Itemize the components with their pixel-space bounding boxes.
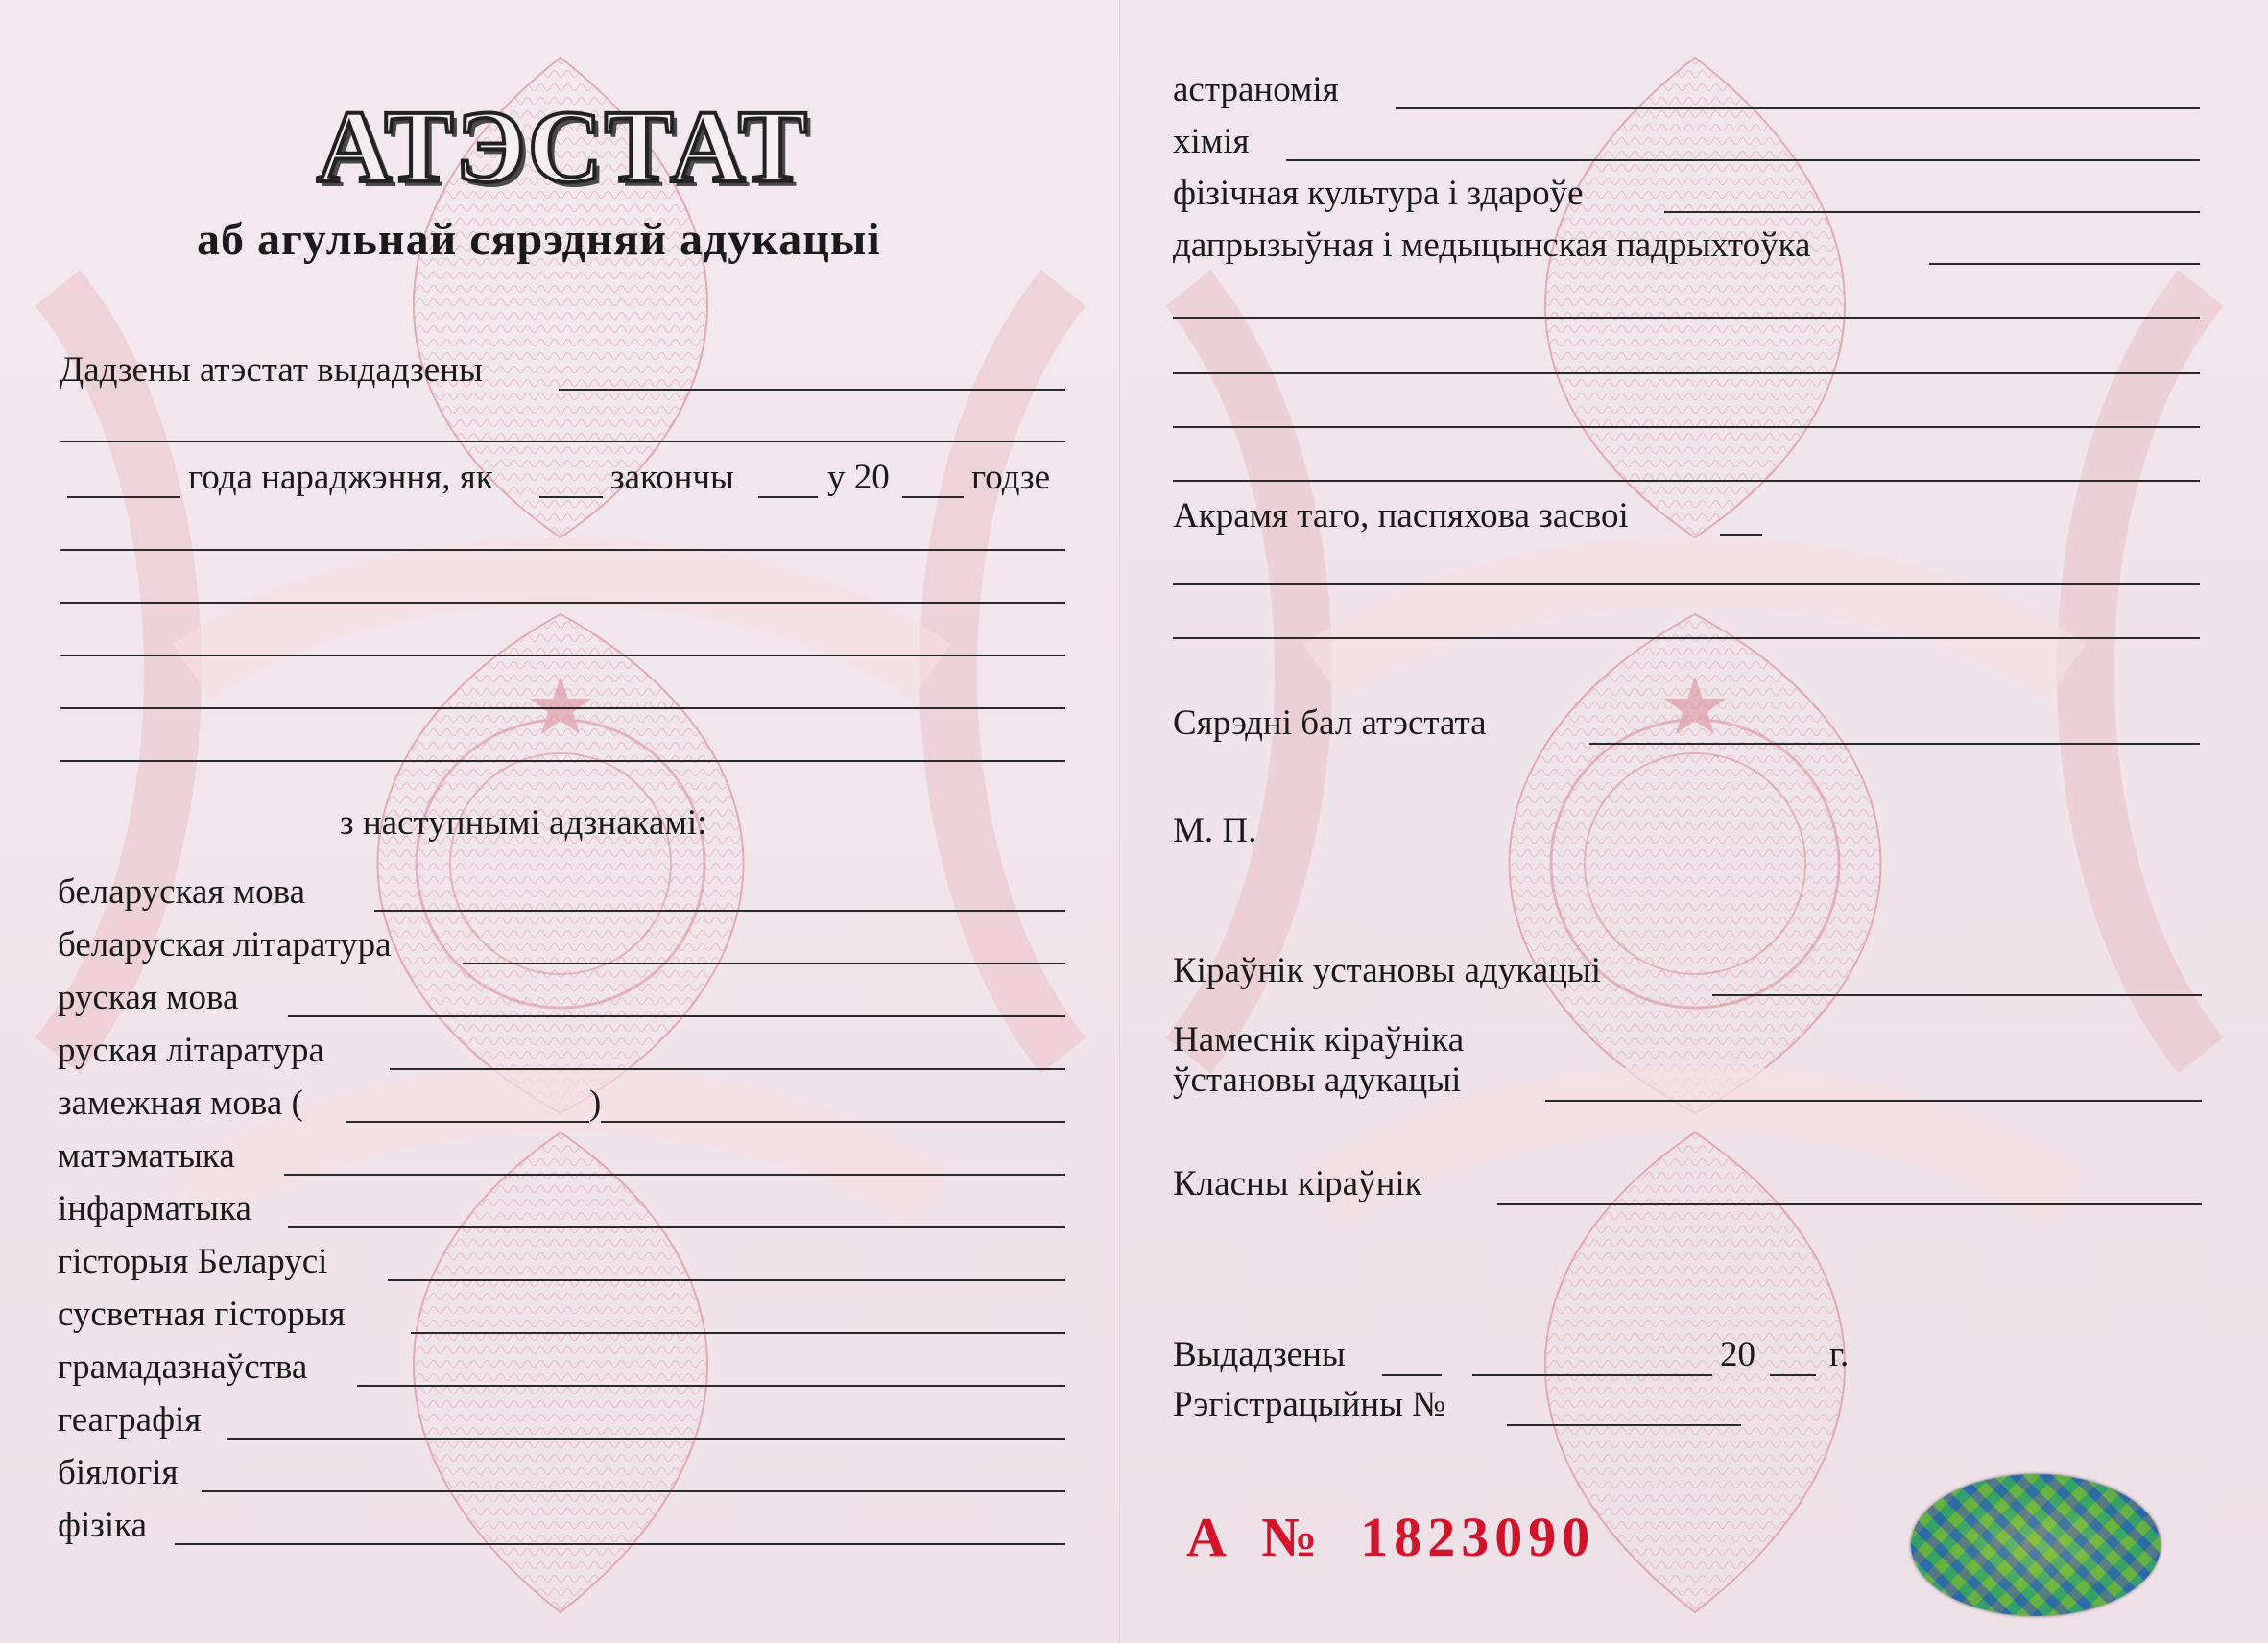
grade-line [288, 1226, 1065, 1228]
document-title: АТЭСТАТ [317, 90, 809, 204]
school-field-line-3 [60, 655, 1065, 656]
grade-line [390, 1068, 1065, 1070]
issued-to-label: Дадзены атэстат выдадзены [60, 350, 483, 390]
issued-year-field [1770, 1374, 1816, 1376]
document-subtitle: аб агульнай сярэдняй адукацыі [197, 214, 881, 265]
additionally-label: Акрамя таго, паспяхова засвоі [1173, 496, 1629, 536]
issued-year-suffix: г. [1829, 1335, 1850, 1374]
year-word-label: годзе [971, 458, 1051, 497]
serial-number-value: 1823090 [1360, 1506, 1596, 1568]
foreign-language-name-field [346, 1121, 589, 1123]
school-field-line-1 [60, 549, 1065, 551]
subject-chemistry: хімія [1173, 122, 1250, 161]
subject-physical-education: фізічная культура і здароўе [1173, 174, 1584, 213]
birth-year-field [67, 496, 180, 498]
grade-line [1929, 263, 2200, 265]
left-page [0, 0, 1121, 1643]
subject-biology: біялогія [58, 1453, 179, 1492]
issued-year-prefix: 20 [1720, 1335, 1755, 1374]
grade-line [1286, 159, 2200, 161]
grade-line [601, 1121, 1065, 1123]
subject-physics: фізіка [58, 1506, 147, 1545]
subject-astronomy: астраномія [1173, 70, 1339, 109]
grade-line [175, 1543, 1065, 1545]
additionally-suffix-field [1720, 534, 1762, 536]
issued-day-field [1382, 1374, 1442, 1376]
birth-year-label: года нараджэння, як [188, 458, 493, 497]
extra-line-4 [1173, 480, 2200, 482]
finished-suffix-field [758, 496, 818, 498]
average-score-label: Сярэдні бал атэстата [1173, 703, 1487, 743]
subject-russian-literature: руская літаратура [58, 1031, 324, 1070]
additionally-line-1 [1173, 583, 2200, 585]
serial-series: А [1186, 1506, 1232, 1568]
foreign-language-paren: ) [589, 1083, 602, 1123]
subject-russian-language: руская мова [58, 978, 239, 1017]
grade-line [284, 1174, 1065, 1176]
registration-number-field [1507, 1424, 1741, 1426]
average-score-field [1589, 743, 2200, 745]
subject-informatics: інфарматыка [58, 1189, 251, 1228]
deputy-label-line2: ўстановы адукацыі [1173, 1060, 1462, 1100]
grade-line [1664, 211, 2200, 213]
head-signature-field [1712, 994, 2202, 996]
grade-line [202, 1490, 1065, 1492]
grade-line [288, 1015, 1065, 1017]
additionally-line-2 [1173, 637, 2200, 639]
grade-line [463, 963, 1065, 964]
subject-pre-conscription-training: дапрызыўная і медыцынская падрыхтоўка [1173, 226, 1811, 265]
graduation-year-field [902, 496, 964, 498]
gender-suffix-field [539, 496, 603, 498]
grade-line [1396, 107, 2200, 109]
finished-label: закончы [610, 458, 734, 497]
issued-date-label: Выдадзены [1173, 1335, 1346, 1374]
class-teacher-signature-field [1497, 1203, 2202, 1205]
grades-heading: з наступнымі адзнакамі: [340, 803, 707, 843]
subject-geography: геаграфія [58, 1400, 202, 1440]
grade-line [374, 910, 1065, 912]
grade-line [411, 1332, 1065, 1334]
right-page [1121, 0, 2268, 1643]
subject-foreign-language: замежная мова ( [58, 1083, 303, 1123]
subject-social-studies: грамадазнаўства [58, 1347, 308, 1387]
extra-line-2 [1173, 372, 2200, 374]
grade-line [388, 1279, 1065, 1281]
school-field-line-5 [60, 760, 1065, 762]
subject-belarusian-literature: беларуская літаратура [58, 925, 392, 964]
class-teacher-label: Класны кіраўнік [1173, 1164, 1422, 1203]
extra-line-3 [1173, 426, 2200, 428]
subject-history-of-belarus: гісторыя Беларусі [58, 1242, 328, 1281]
grade-line [227, 1438, 1065, 1440]
registration-number-label: Рэгістрацыйны № [1173, 1385, 1446, 1424]
serial-number-sign: № [1261, 1506, 1324, 1568]
head-of-institution-label: Кіраўнік установы адукацыі [1173, 951, 1602, 990]
in-year-label: у 20 [827, 458, 890, 497]
deputy-label-line1: Намеснік кіраўніка [1173, 1020, 1465, 1060]
extra-line-1 [1173, 317, 2200, 319]
name-field-line-2 [60, 441, 1065, 442]
subject-mathematics: матэматыка [58, 1136, 235, 1176]
issued-month-field [1472, 1374, 1712, 1376]
serial-number [1186, 1505, 1595, 1569]
name-field-line [559, 389, 1065, 391]
seal-place-label: М. П. [1173, 811, 1257, 850]
grade-line [357, 1385, 1065, 1387]
subject-belarusian-language: беларуская мова [58, 872, 306, 912]
school-field-line-2 [60, 602, 1065, 604]
hologram-sticker [1911, 1474, 2161, 1616]
subject-world-history: сусветная гісторыя [58, 1295, 346, 1334]
school-field-line-4 [60, 707, 1065, 709]
deputy-signature-field [1545, 1100, 2202, 1102]
